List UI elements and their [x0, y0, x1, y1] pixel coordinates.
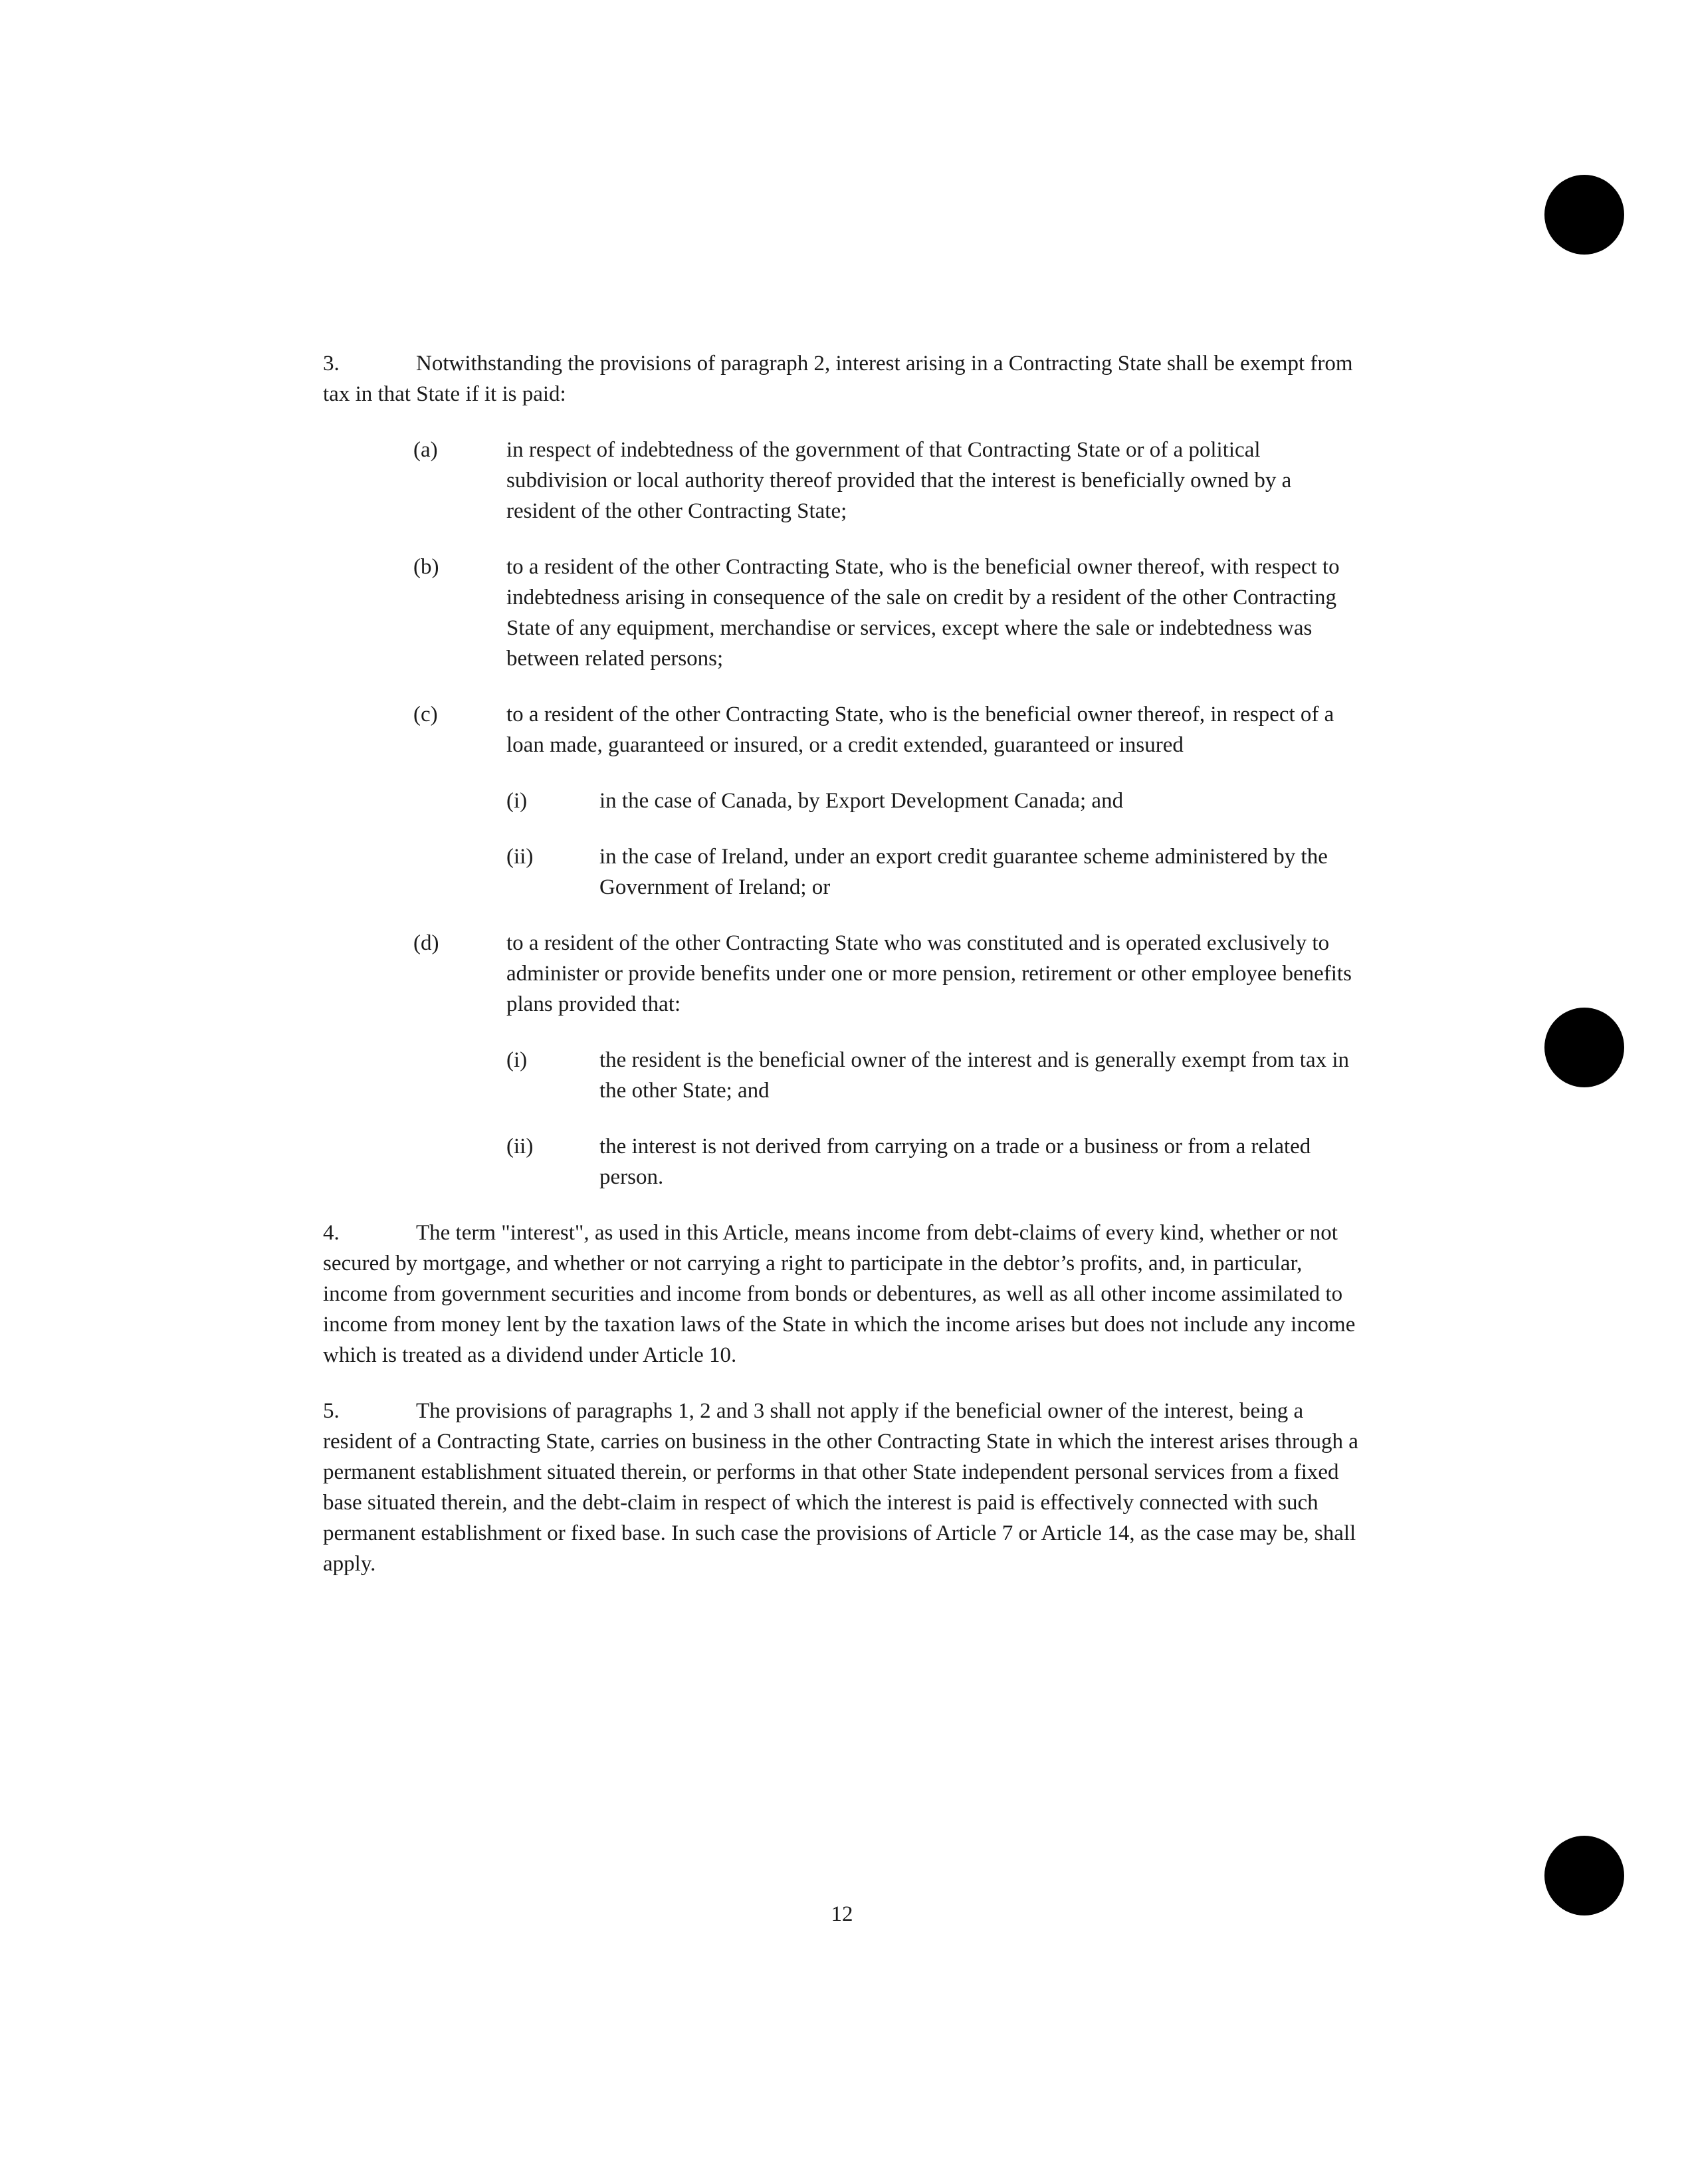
punch-hole-top: [1544, 175, 1624, 255]
paragraph-5: [323, 1396, 1360, 1579]
paragraph-4: [323, 1218, 1360, 1370]
subclause-label: (ii): [506, 845, 534, 869]
paragraph-number: 5.: [323, 1399, 340, 1423]
clause-d-i: [506, 1045, 1360, 1106]
subclause-text: the resident is the beneficial owner of the interest and is generally exempt from tax in the other State; and: [599, 1048, 1350, 1103]
paragraph-3: [323, 348, 1360, 409]
subclause-label: (i): [506, 789, 528, 813]
paragraph-number: 4.: [323, 1221, 340, 1245]
clause-c-i: [506, 786, 1360, 816]
clause-b: [413, 552, 1360, 674]
subclause-text: the interest is not derived from carrying on a trade or a business or from a related person.: [599, 1135, 1311, 1189]
clause-label: (c): [413, 703, 438, 726]
paragraph-number: 3.: [323, 352, 340, 376]
punch-hole-middle: [1544, 1008, 1624, 1087]
clause-label: (d): [413, 931, 439, 955]
document-body: [323, 348, 1360, 1604]
subclause-text: in the case of Ireland, under an export credit guarantee scheme administered by the Government of Ireland; or: [599, 845, 1328, 899]
clause-label: (b): [413, 555, 439, 579]
paragraph-text: Notwithstanding the provisions of paragraph 2, interest arising in a Contracting State shall be exempt from tax in that State if it is paid:: [323, 352, 1353, 406]
clause-text: in respect of indebtedness of the government of that Contracting State or of a political subdivision or local authority thereof provided that the interest is beneficially owned by a resident of the other Contracting State;: [506, 438, 1292, 523]
subclause-label: (ii): [506, 1135, 534, 1158]
clause-d-ii: [506, 1131, 1360, 1192]
clause-text: to a resident of the other Contracting State, who is the beneficial owner thereof, in respect of a loan made, guaranteed or insured, or a credit extended, guaranteed or insured: [506, 703, 1334, 757]
paragraph-text: The term "interest", as used in this Article, means income from debt-claims of every kind, whether or not secured by mortgage, and whether or not carrying a right to participate in the debtor’s profits, and, in particular, income from government securities and income from bonds or debentures, as well as all other income assimilated to income from money lent by the taxation laws of the State in which the income arises but does not include any income which is treated as a dividend under Article 10.: [323, 1221, 1356, 1367]
clause-label: (a): [413, 438, 438, 462]
clause-text: to a resident of the other Contracting State who was constituted and is operated exclusively to administer or provide benefits under one or more pension, retirement or other employee benefits plans provided that:: [506, 931, 1352, 1016]
clause-c: [413, 699, 1360, 760]
subclause-label: (i): [506, 1048, 528, 1072]
clause-a: [413, 435, 1360, 526]
subclause-text: in the case of Canada, by Export Development Canada; and: [599, 789, 1124, 813]
page-number: 12: [831, 1902, 853, 1926]
clause-c-ii: [506, 841, 1360, 903]
clause-d: [413, 928, 1360, 1020]
clause-text: to a resident of the other Contracting State, who is the beneficial owner thereof, with respect to indebtedness arising in consequence of the sale on credit by a resident of the other Contracting State of any equipment, merchandise or services, except where the sale or indebtedness was between related persons;: [506, 555, 1340, 671]
paragraph-text: The provisions of paragraphs 1, 2 and 3 shall not apply if the beneficial owner of the interest, being a resident of a Contracting State, carries on business in the other Contracting State in which the interest arises through a permanent establishment situated therein, or performs in that other State independent personal services from a fixed base situated therein, and the debt-claim in respect of which the interest is paid is effectively connected with such permanent establishment or fixed base. In such case the provisions of Article 7 or Article 14, as the case may be, shall apply.: [323, 1399, 1358, 1576]
